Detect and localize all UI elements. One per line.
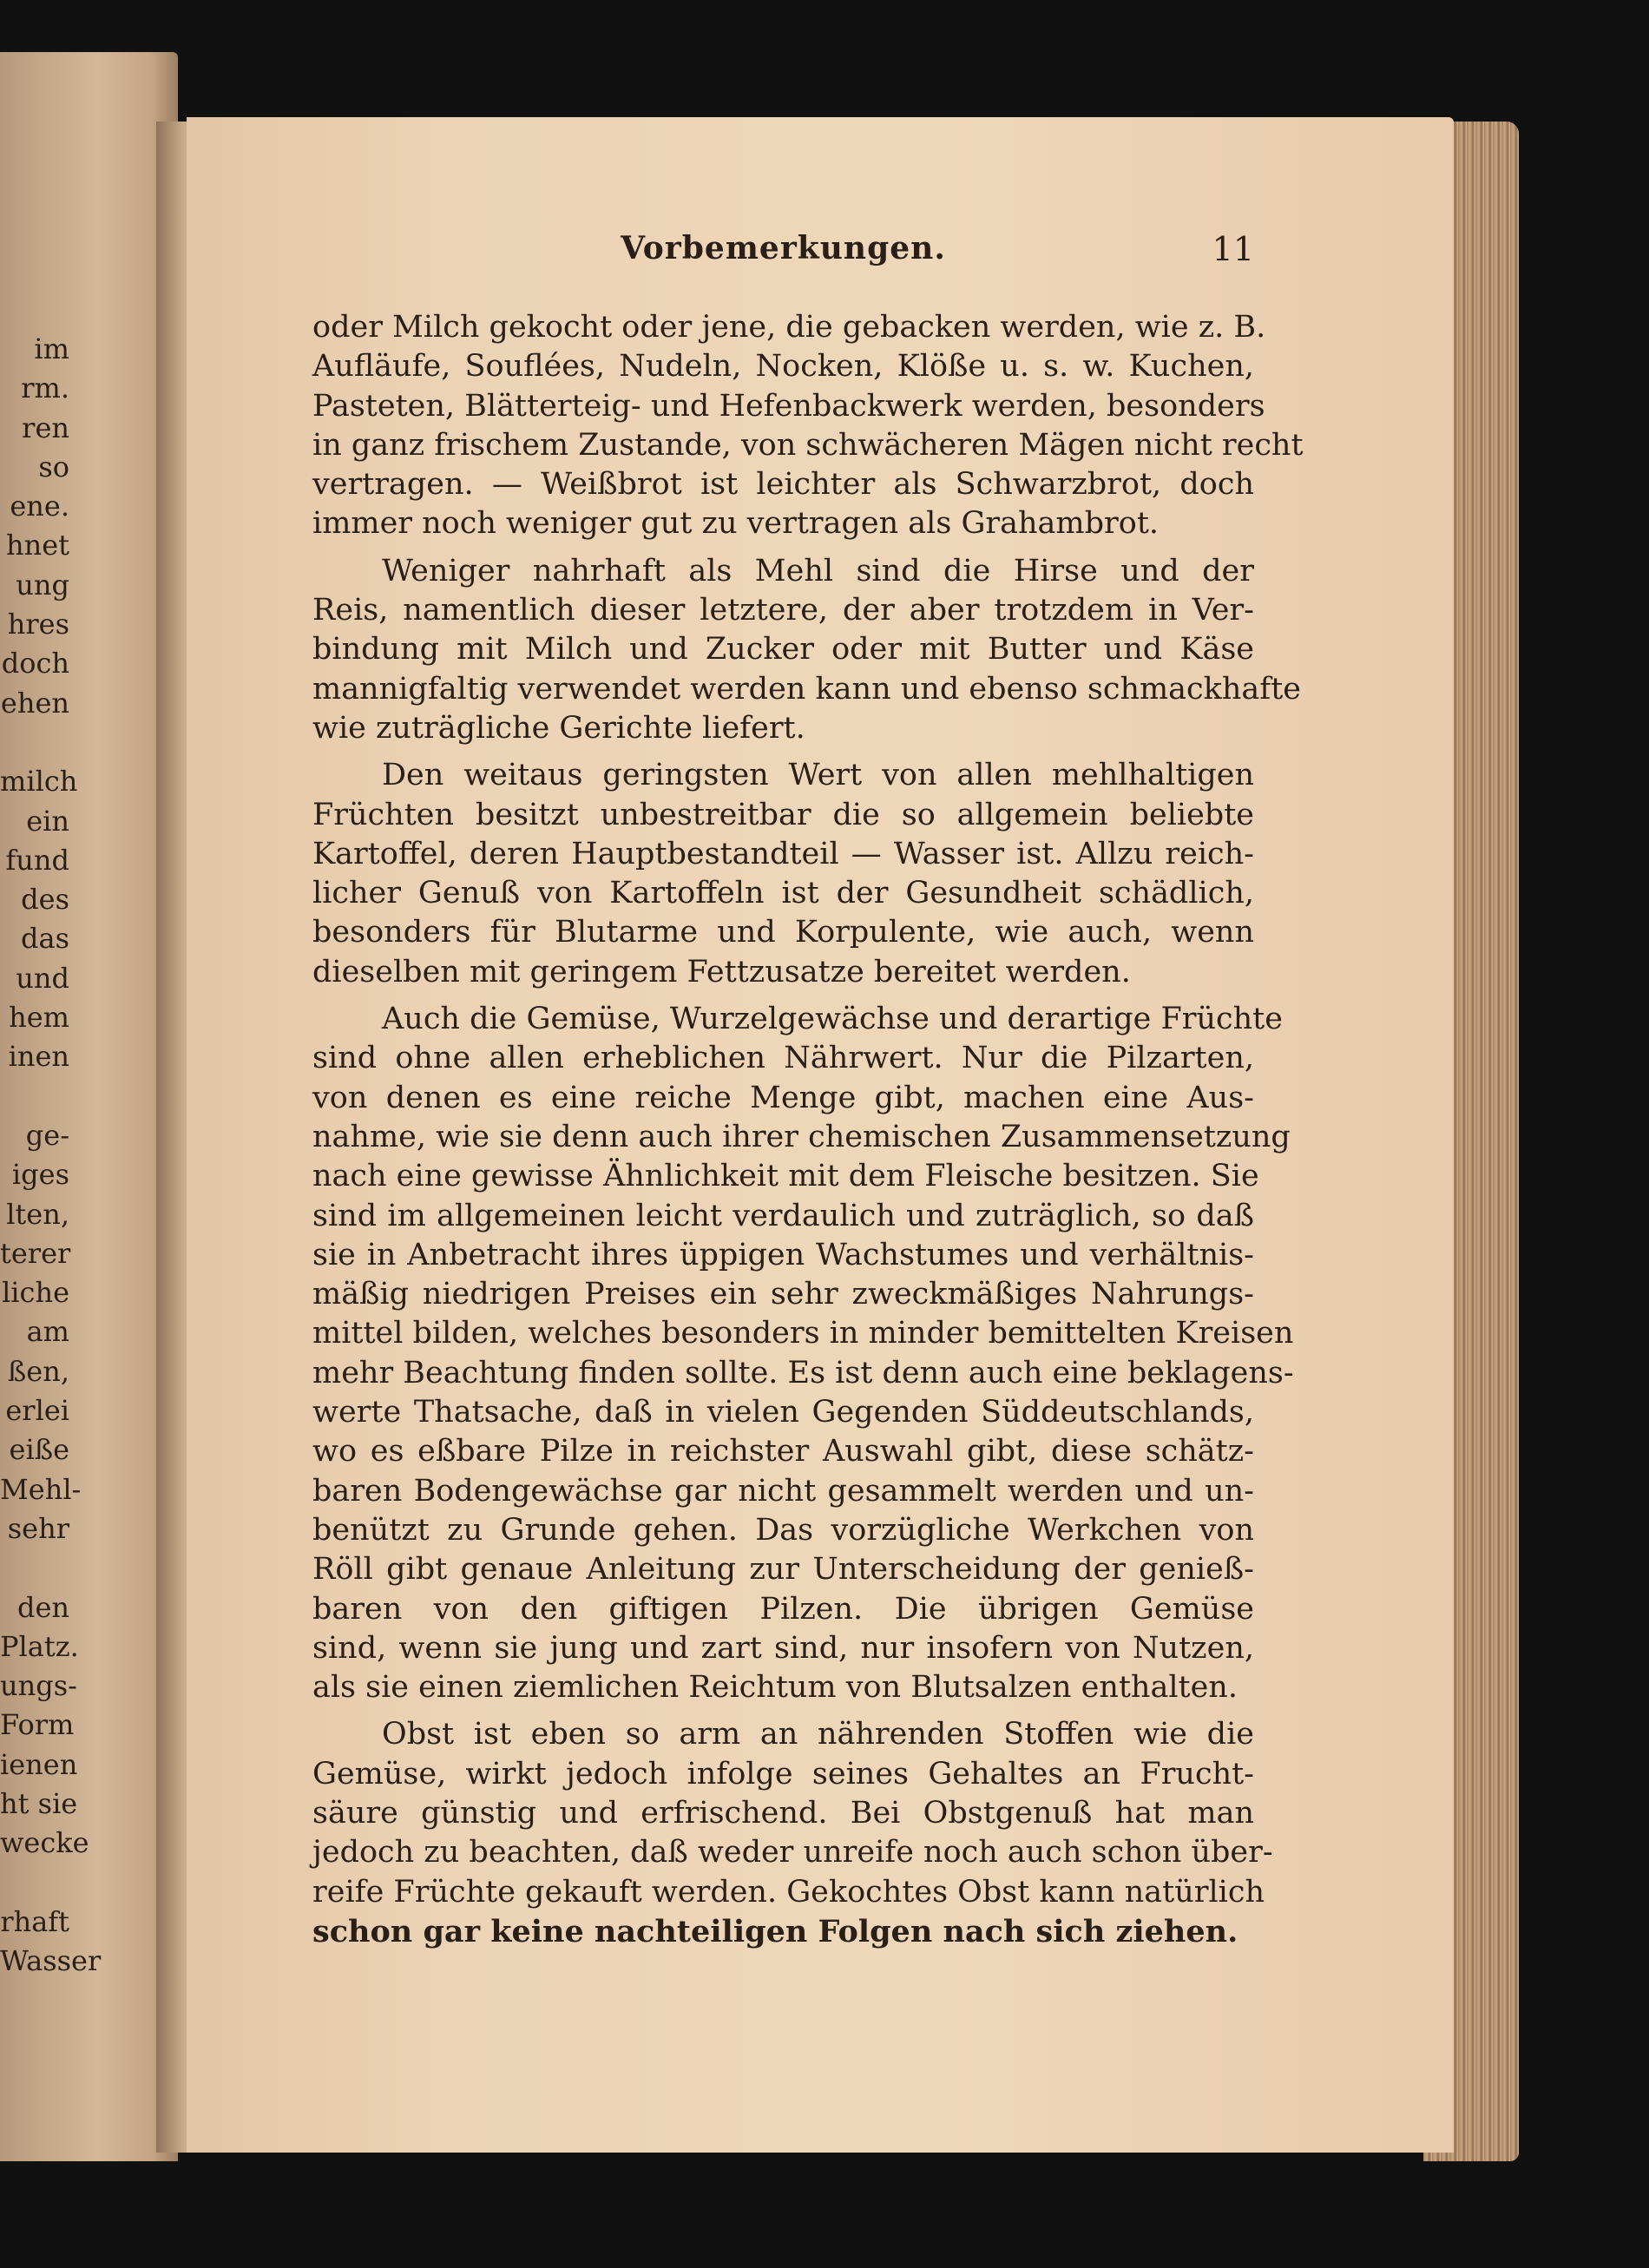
left-page-fragment: lten, <box>6 1197 69 1231</box>
left-page-fragment: iges <box>11 1158 69 1192</box>
left-page-fragment: hnet <box>5 529 69 562</box>
text-line: immer noch weniger gut zu vertragen als Grahambrot. <box>312 506 1160 542</box>
text-line: sind ohne allen erheblichen Nährwert. Nur die Pilzarten, <box>312 1041 1254 1076</box>
text-line: mittel bilden, welches besonders in minder bemittelten Kreisen <box>312 1316 1294 1351</box>
left-page-fragment: ene. <box>10 490 69 523</box>
left-page-fragment: sehr <box>7 1511 69 1545</box>
left-page-text-fragments <box>0 330 102 1981</box>
left-page-fragment: inen <box>8 1040 69 1074</box>
text-line: Gemüse, wirkt jedoch infolge seines Gehaltes an Frucht- <box>312 1756 1254 1791</box>
left-page-fragment <box>0 1864 69 1903</box>
left-page-fragment: ßen, <box>7 1354 69 1388</box>
paragraph <box>312 1715 1273 1951</box>
text-line: nahme, wie sie denn auch ihrer chemischen Zusammensetzung <box>312 1119 1291 1154</box>
text-line: Reis, namentlich dieser letztere, der aber trotzdem in Ver- <box>312 593 1254 628</box>
left-page-fragment <box>0 723 69 762</box>
text-line: mannigfaltig verwendet werden kann und ebenso schmackhafte <box>312 671 1302 707</box>
paragraph <box>312 308 1304 544</box>
text-line: wie zuträgliche Gerichte liefert. <box>312 710 805 746</box>
text-line: Obst ist eben so arm an nährenden Stoffen wie die <box>382 1717 1254 1752</box>
left-page-fragment: ren <box>22 411 69 444</box>
text-line: mehr Beachtung finden sollte. Es ist denn auch eine beklagens- <box>312 1355 1294 1390</box>
left-page-fragment: liche <box>2 1276 69 1310</box>
left-page-fragment: ge- <box>25 1118 69 1152</box>
left-page-fragment: fund <box>5 843 69 877</box>
left-page-fragment <box>0 1548 69 1588</box>
left-page-fragment <box>0 1077 69 1116</box>
text-line: sie in Anbetracht ihres üppigen Wachstumes und verhältnis- <box>312 1237 1254 1272</box>
body-text <box>312 308 1304 1959</box>
left-page-fragment: milch <box>0 765 78 799</box>
text-line: baren Bodengewächse gar nicht gesammelt werden und un- <box>312 1473 1254 1509</box>
left-page-fragment: Wasser <box>0 1944 102 1978</box>
text-line: mäßig niedrigen Preises ein sehr zweckmäßiges Nahrungs- <box>312 1277 1254 1312</box>
left-page-fragment: ungs- <box>0 1669 77 1703</box>
text-line: Pasteten, Blätterteig- und Hefenbackwerk werden, besonders <box>312 388 1265 424</box>
text-line: Auch die Gemüse, Wurzelgewächse und derartige Früchte <box>382 1002 1283 1037</box>
text-line: in ganz frischem Zustande, von schwächeren Mägen nicht recht <box>312 427 1304 463</box>
text-line: wo es eßbare Pilze in reichster Auswahl gibt, diese schätz- <box>312 1434 1254 1469</box>
left-page-fragment: ht sie <box>0 1786 78 1820</box>
text-line: vertragen. — Weißbrot ist leichter als Schwarzbrot, doch <box>312 467 1254 503</box>
left-page-fragment: so <box>38 450 69 483</box>
text-line: oder Milch gekocht oder jene, die gebacken werden, wie z. B. <box>312 310 1266 345</box>
paragraph <box>312 1000 1294 1707</box>
page-number: 11 <box>1212 230 1254 268</box>
text-line: bindung mit Milch und Zucker oder mit Butter und Käse <box>312 632 1254 667</box>
text-line: Früchten besitzt unbestreitbar die so allgemein beliebte <box>312 797 1254 832</box>
left-page-fragment: Platz. <box>0 1629 79 1663</box>
left-page-fragment: ein <box>26 804 69 838</box>
text-line: sind im allgemeinen leicht verdaulich und zuträglich, so daß <box>312 1198 1254 1233</box>
left-page-fragment: ung <box>16 568 69 602</box>
text-line: als sie einen ziemlichen Reichtum von Blutsalzen enthalten. <box>312 1670 1238 1706</box>
left-page-fragment: den <box>16 1590 69 1624</box>
text-line: Kartoffel, deren Hauptbestandteil — Wasser ist. Allzu reich- <box>312 836 1254 871</box>
text-line: Aufläufe, Souflées, Nudeln, Nocken, Klöße u. s. w. Kuchen, <box>312 349 1254 385</box>
text-line: licher Genuß von Kartoffeln ist der Gesundheit schädlich, <box>312 876 1254 911</box>
text-line: säure günstig und erfrischend. Bei Obstgenuß hat man <box>312 1795 1254 1831</box>
text-line: nach eine gewisse Ähnlichkeit mit dem Fleische besitzen. Sie <box>312 1159 1259 1194</box>
text-line-bold: schon gar keine nachteiligen Folgen nach sich ziehen. <box>312 1913 1238 1949</box>
left-page-fragment: ehen <box>0 686 69 720</box>
left-page-fragment: hres <box>7 608 69 641</box>
text-line: von denen es eine reiche Menge gibt, machen eine Aus- <box>312 1080 1254 1115</box>
text-line: sind, wenn sie jung und zart sind, nur insofern von Nutzen, <box>312 1630 1254 1666</box>
text-line: dieselben mit geringem Fettzusatze bereitet werden. <box>312 954 1131 989</box>
left-page-fragment: des <box>21 883 69 917</box>
text-line: benützt zu Grunde gehen. Das vorzügliche Werkchen von <box>312 1512 1254 1548</box>
text-line: Röll gibt genaue Anleitung zur Unterscheidung der genieß- <box>312 1552 1254 1588</box>
paragraph <box>312 552 1302 748</box>
left-page-fragment: wecke <box>0 1826 89 1860</box>
left-page-fragment: hem <box>9 1001 69 1035</box>
left-page-fragment: erlei <box>5 1394 69 1428</box>
left-page <box>0 52 178 2161</box>
left-page-fragment: am <box>26 1315 69 1349</box>
running-head <box>312 230 1254 273</box>
left-page-fragment: eiße <box>9 1433 69 1467</box>
text-line: jedoch zu beachten, daß weder unreife noch auch schon über- <box>312 1835 1273 1870</box>
left-page-fragment: rhaft <box>0 1904 69 1938</box>
text-line: reife Früchte gekauft werden. Gekochtes Obst kann natürlich <box>312 1874 1265 1910</box>
text-line: werte Thatsache, daß in vielen Gegenden Süddeutschlands, <box>312 1395 1254 1430</box>
left-page-fragment: das <box>21 922 69 956</box>
left-page-fragment: ienen <box>0 1747 78 1781</box>
left-page-fragment: doch <box>1 647 69 680</box>
running-title: Vorbemerkungen. <box>621 230 946 266</box>
text-line: besonders für Blutarme und Korpulente, wie auch, wenn <box>312 915 1254 950</box>
left-page-fragment: Form <box>0 1708 75 1742</box>
paragraph <box>312 756 1254 992</box>
left-page-fragment: und <box>16 961 69 995</box>
text-line: Weniger nahrhaft als Mehl sind die Hirse und der <box>382 553 1254 588</box>
text-line: Den weitaus geringsten Wert von allen mehlhaltigen <box>382 758 1254 793</box>
left-page-fragment: terer <box>0 1236 71 1270</box>
left-page-fragment: im <box>34 332 69 365</box>
left-page-fragment: Mehl- <box>0 1472 82 1506</box>
left-page-fragment: rm. <box>21 371 69 405</box>
text-line: baren von den giftigen Pilzen. Die übrigen Gemüse <box>312 1591 1254 1627</box>
